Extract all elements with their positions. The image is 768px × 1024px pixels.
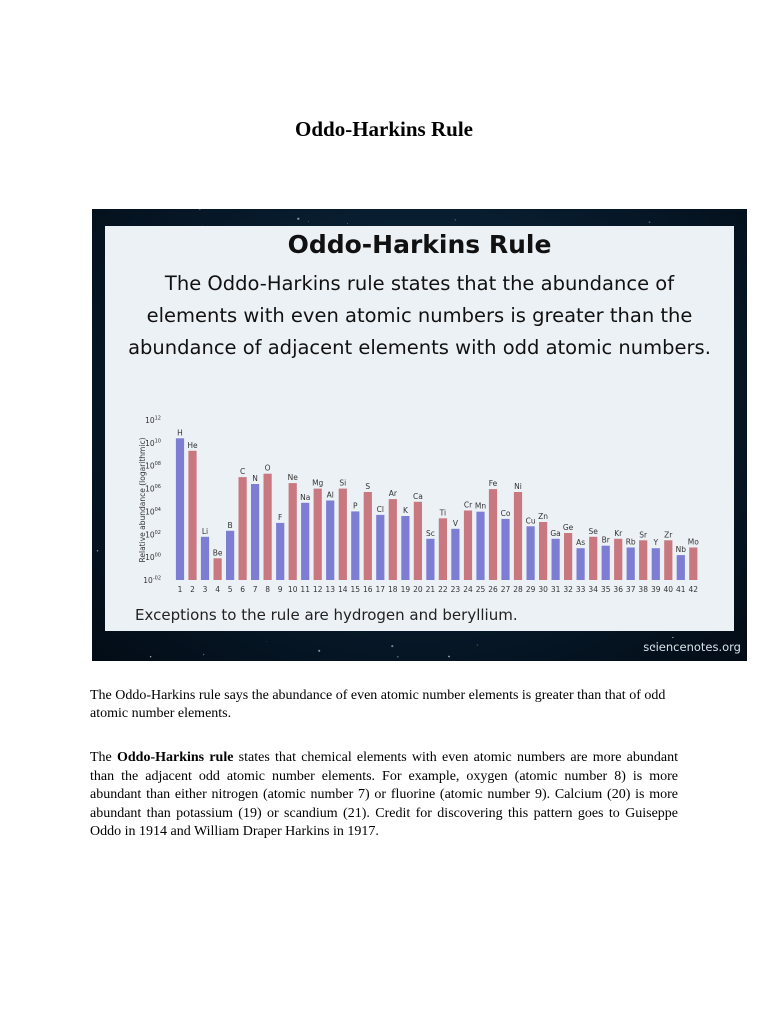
bar-cu	[527, 526, 535, 580]
element-symbol-label: Ca	[412, 491, 423, 501]
element-symbol-label: Zr	[664, 530, 673, 540]
x-tick-label: 13	[325, 585, 335, 594]
element-symbol-label: Sr	[639, 530, 648, 540]
image-credit: sciencenotes.org	[643, 640, 741, 654]
bar-as	[577, 548, 585, 580]
element-symbol-label: Cu	[525, 516, 536, 526]
star	[477, 645, 478, 646]
bar-cr	[464, 511, 472, 581]
x-tick-label: 20	[413, 585, 423, 594]
element-symbol-label: S	[365, 482, 371, 491]
star	[150, 656, 151, 657]
element-symbol-label: Mg	[312, 478, 324, 488]
bar-he	[188, 451, 196, 580]
element-symbol-label: Cr	[463, 500, 473, 510]
exceptions-note: Exceptions to the rule are hydrogen and beryllium.	[135, 606, 518, 624]
x-tick-label: 41	[676, 585, 686, 594]
element-symbol-label: Ge	[562, 523, 574, 532]
bar-nb	[677, 555, 685, 580]
star	[203, 654, 204, 655]
x-tick-label: 38	[638, 585, 648, 594]
element-symbol-label: Se	[588, 526, 598, 536]
bar-br	[602, 546, 610, 580]
x-tick-label: 1	[177, 585, 183, 594]
x-tick-label: 26	[488, 585, 498, 594]
x-tick-label: 31	[550, 585, 561, 594]
bar-y	[652, 548, 660, 580]
bar-sc	[426, 539, 434, 580]
x-tick-label: 21	[425, 585, 436, 594]
element-symbol-label: Kr	[614, 528, 623, 538]
bar-al	[326, 501, 334, 581]
star	[308, 221, 309, 222]
element-symbol-label: Ar	[388, 489, 397, 499]
x-tick-label: 12	[312, 585, 323, 594]
x-tick-label: 15	[350, 585, 361, 594]
body-paragraph	[90, 749, 678, 842]
star	[391, 645, 393, 647]
bar-b	[226, 531, 234, 580]
bar-fe	[489, 489, 497, 580]
x-tick-label: 27	[500, 585, 511, 594]
infographic-image	[92, 209, 747, 661]
bar-h	[176, 438, 184, 580]
element-symbol-label: Br	[601, 535, 610, 545]
x-tick-label: 37	[625, 585, 636, 594]
bar-n	[251, 484, 259, 580]
bar-cl	[376, 515, 384, 580]
y-tick-label: $10^{00}$	[145, 552, 161, 563]
x-tick-label: 23	[450, 585, 461, 594]
x-tick-label: 8	[265, 585, 270, 594]
x-tick-label: 35	[600, 585, 611, 594]
element-symbol-label: Al	[326, 490, 334, 500]
bar-v	[451, 529, 459, 580]
x-tick-label: 22	[438, 585, 448, 594]
x-tick-label: 24	[463, 585, 473, 594]
x-tick-label: 33	[575, 585, 586, 594]
page-title: Oddo-Harkins Rule	[295, 117, 473, 141]
x-tick-label: 39	[651, 585, 661, 594]
element-symbol-label: Ne	[287, 473, 298, 483]
body-text: states that chemical elements with even atomic numbers are more abundant than the adjacent odd atomic number elements. For example, oxygen (atomic number 8) is more abundant than either nitrogen (atomic number 7) or fluorine (atomic number 9). Calcium (20) is more abundant than potassium (19) or scandium (21). Credit for discovering this pattern goes to Guiseppe Oddo in 1914 and William Draper Harkins in 1917.	[90, 750, 679, 839]
element-symbol-label: Mn	[474, 501, 487, 511]
x-tick-label: 4	[215, 585, 220, 594]
x-tick-label: 29	[525, 585, 536, 594]
star	[347, 223, 348, 224]
x-tick-label: 42	[688, 585, 699, 594]
x-tick-label: 10	[287, 585, 298, 594]
element-symbol-label: O	[264, 463, 271, 473]
bar-c	[239, 477, 247, 580]
star	[266, 641, 267, 642]
y-axis-label: Relative abundance (logarithmic)	[138, 437, 147, 563]
star	[318, 650, 320, 652]
y-tick-label: $10^{08}$	[145, 461, 161, 471]
x-tick-label: 40	[663, 585, 674, 594]
element-symbol-label: Y	[653, 538, 659, 548]
bar-sr	[639, 540, 647, 580]
y-tick-label: $10^{02}$	[145, 529, 161, 540]
element-symbol-label: C	[239, 467, 246, 477]
bar-mo	[689, 548, 697, 581]
element-symbol-label: As	[576, 538, 586, 548]
element-symbol-label: N	[252, 474, 258, 483]
element-symbol-label: He	[187, 440, 198, 450]
x-tick-label: 6	[240, 585, 245, 594]
element-symbol-label: Co	[500, 508, 511, 518]
infographic-panel	[105, 226, 734, 631]
bar-ne	[289, 483, 297, 580]
bar-si	[339, 489, 347, 580]
star	[672, 637, 673, 638]
bar-zn	[539, 522, 547, 580]
y-tick-label: $10^{06}$	[145, 484, 161, 494]
x-tick-label: 28	[513, 585, 523, 594]
x-tick-label: 34	[588, 585, 598, 594]
bar-se	[589, 537, 597, 580]
bar-ca	[414, 502, 422, 580]
bar-li	[201, 537, 209, 580]
star	[97, 550, 98, 551]
x-tick-label: 7	[252, 585, 258, 594]
x-tick-label: 5	[227, 585, 233, 594]
bar-mg	[314, 489, 322, 580]
bar-ni	[514, 492, 522, 580]
element-symbol-label: K	[402, 506, 408, 515]
infographic-lead-text: The Oddo-Harkins rule states that the abundance of elements with even atomic numbers is greater than the abundance of adjacent elements with odd atomic numbers.	[128, 272, 711, 359]
element-symbol-label: Ga	[550, 528, 561, 538]
bar-o	[264, 474, 272, 580]
bar-ga	[552, 539, 560, 580]
star	[455, 219, 456, 220]
y-tick-label: $10^{12}$	[145, 415, 161, 425]
element-symbol-label: Li	[201, 526, 209, 536]
bar-zr	[664, 540, 672, 580]
element-symbol-label: Zn	[538, 512, 549, 521]
bar-co	[501, 519, 509, 580]
element-symbol-label: H	[177, 428, 183, 438]
bar-rb	[627, 548, 635, 581]
image-caption: The Oddo-Harkins rule says the abundance of even atomic number elements is greater than that of odd atomic number elements.	[90, 688, 666, 721]
x-tick-label: 3	[202, 585, 208, 594]
x-tick-label: 18	[388, 585, 398, 594]
element-symbol-label: F	[278, 512, 283, 522]
y-tick-label: $10^{04}$	[145, 506, 161, 517]
element-symbol-label: Na	[300, 492, 311, 502]
element-symbol-label: Mo	[687, 537, 699, 547]
bar-be	[214, 558, 222, 580]
element-symbol-label: Cl	[376, 504, 384, 514]
infographic-title: Oddo-Harkins Rule	[287, 230, 552, 259]
bar-ar	[389, 499, 397, 580]
x-tick-label: 32	[563, 585, 573, 594]
bar-ti	[439, 518, 447, 580]
x-tick-label: 30	[538, 585, 548, 594]
x-tick-label: 19	[400, 585, 411, 594]
element-symbol-label: B	[227, 520, 233, 530]
element-symbol-label: P	[353, 501, 358, 511]
bar-f	[276, 523, 284, 580]
x-tick-label: 36	[613, 585, 623, 594]
x-tick-label: 14	[338, 585, 348, 594]
bar-mn	[476, 512, 484, 580]
element-symbol-label: Si	[339, 478, 347, 488]
star	[297, 218, 299, 220]
rule-term: Oddo-Harkins rule	[116, 750, 234, 765]
x-tick-label: 25	[475, 585, 486, 594]
bar-ge	[564, 533, 572, 580]
star	[448, 656, 450, 658]
body-lead-in: The	[90, 750, 117, 765]
bar-na	[301, 503, 309, 580]
x-tick-label: 11	[300, 585, 310, 594]
element-symbol-label: Be	[212, 548, 223, 558]
element-symbol-label: Ti	[439, 508, 447, 518]
y-tick-label: $10^{10}$	[145, 438, 161, 448]
element-symbol-label: Nb	[675, 545, 686, 555]
element-symbol-label: Ni	[514, 482, 522, 491]
star	[649, 221, 651, 223]
bar-kr	[614, 539, 622, 580]
bar-k	[401, 516, 409, 580]
element-symbol-label: Fe	[488, 479, 498, 489]
x-tick-label: 2	[190, 585, 195, 594]
bar-p	[351, 511, 359, 580]
x-tick-label: 16	[363, 585, 373, 594]
x-tick-label: 17	[375, 585, 386, 594]
star	[199, 209, 201, 210]
element-symbol-label: V	[452, 518, 458, 528]
y-tick-label: $10^{-02}$	[143, 575, 161, 585]
abundance-bar-chart	[105, 396, 734, 606]
bar-s	[364, 492, 372, 580]
star	[397, 656, 399, 658]
x-tick-label: 9	[277, 585, 283, 594]
element-symbol-label: Sc	[425, 528, 435, 538]
element-symbol-label: Rb	[625, 537, 636, 547]
